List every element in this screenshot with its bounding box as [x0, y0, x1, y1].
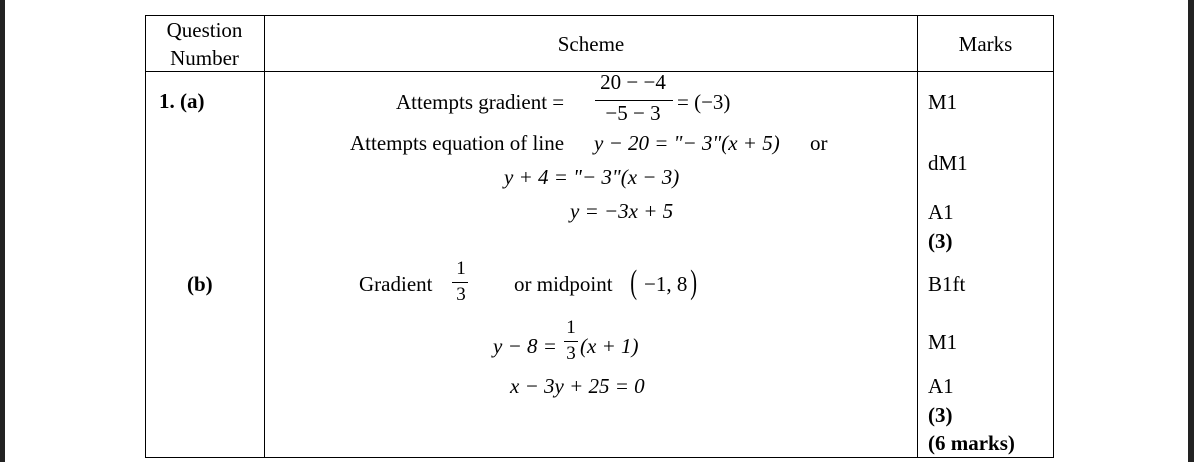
mark-b-a1: A1 — [928, 374, 954, 398]
column-divider-question — [264, 15, 265, 458]
equation-of-line-text: Attempts equation of line — [350, 131, 565, 155]
final-equation: x − 3y + 25 = 0 — [510, 374, 645, 398]
perpendicular-line-lhs: y − 8 = — [493, 334, 557, 358]
mark-grand-total: (6 marks) — [928, 431, 1015, 455]
mark-a-total: (3) — [928, 229, 953, 253]
gradient-prefix-text: Attempts gradient = — [396, 90, 565, 114]
mark-b-b1ft: B1ft — [928, 272, 966, 296]
gradient-b-text: Gradient — [359, 272, 433, 296]
gradient-b-fraction-bar — [452, 282, 468, 283]
equation-alternative: y + 4 = "− 3"(x − 3) — [504, 165, 680, 189]
table-left-border — [145, 15, 146, 458]
header-scheme: Scheme — [557, 32, 625, 56]
column-divider-marks — [917, 15, 918, 458]
gradient-numerator: 20 − −4 — [600, 70, 666, 94]
perpendicular-line-fraction-bar — [564, 341, 578, 342]
mark-a-a1: A1 — [928, 200, 954, 224]
equation-of-line-math: y − 20 = "− 3"(x + 5) — [594, 131, 780, 155]
gradient-result: = (−3) — [677, 90, 731, 114]
part-a-label: 1. (a) — [159, 89, 205, 113]
right-edge-border — [1188, 0, 1194, 462]
mark-a-m1: M1 — [928, 90, 958, 114]
table-right-border — [1053, 15, 1054, 458]
midpoint-value: −1, 8 — [644, 272, 688, 296]
part-b-label: (b) — [187, 272, 213, 296]
midpoint-left-paren: ( — [630, 264, 638, 301]
header-marks: Marks — [958, 32, 1013, 56]
left-edge-border — [0, 0, 5, 462]
header-question-line2: Number — [170, 46, 239, 70]
gradient-b-numerator: 1 — [456, 258, 466, 279]
midpoint-text: or midpoint — [514, 272, 613, 296]
perpendicular-line-numerator: 1 — [566, 317, 576, 338]
mark-b-total: (3) — [928, 403, 953, 427]
perpendicular-line-rhs: (x + 1) — [580, 334, 639, 358]
gradient-denominator: −5 − 3 — [605, 101, 661, 125]
part-a-answer: y = −3x + 5 — [570, 199, 674, 223]
gradient-b-denominator: 3 — [456, 284, 466, 305]
mark-b-m1: M1 — [928, 330, 958, 354]
mark-a-dm1: dM1 — [928, 151, 968, 175]
header-question-line1: Question — [166, 18, 243, 42]
equation-or-text: or — [810, 131, 828, 155]
perpendicular-line-denominator: 3 — [566, 343, 576, 364]
midpoint-right-paren: ) — [690, 264, 698, 301]
